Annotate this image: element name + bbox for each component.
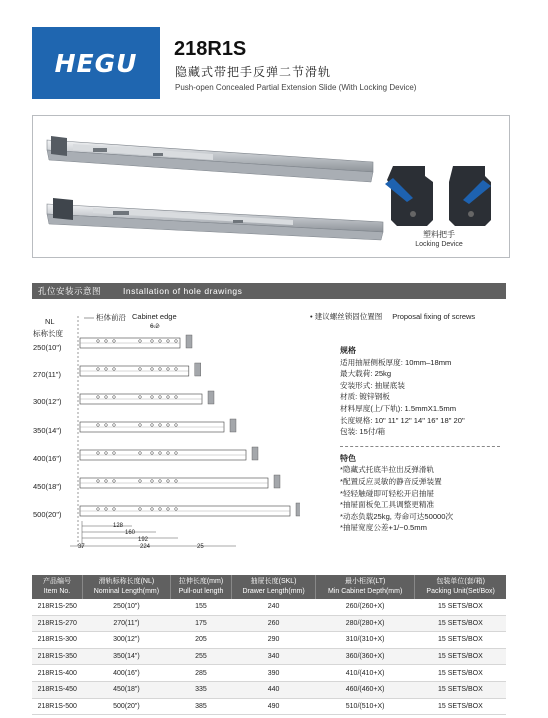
rail-drawing-300: [80, 391, 214, 404]
table-cell: 450(18"): [83, 681, 171, 698]
table-cell: 218R1S-270: [32, 615, 83, 632]
rail-drawing-250: [80, 335, 192, 348]
table-cell: 510/(510+X): [315, 698, 414, 715]
spec-line: 包装: 15付/箱: [340, 427, 386, 437]
spec-line: 材料厚度(上/下轨): 1.5mmX1.5mm: [340, 403, 457, 413]
table-cell: 490: [232, 698, 316, 715]
dim-192: 192: [138, 537, 149, 543]
col-header-cn: 拉伸长度(mm): [178, 578, 224, 585]
nl-label: NL: [45, 317, 55, 326]
table-cell: 175: [170, 615, 231, 632]
locking-device-caption-cn: 塑料把手: [423, 230, 455, 239]
spec-line: 材质: 镀锌钢板: [340, 392, 390, 402]
table-cell: 15 SETS/BOX: [415, 599, 506, 615]
col-header-pull-out: [170, 575, 231, 599]
rail-drawing-400: [80, 447, 258, 460]
model-title: 218R1S: [174, 38, 247, 60]
slide-rail-bottom: [47, 198, 383, 240]
dim-160: 160: [125, 530, 136, 536]
col-header-packing-unit: [415, 575, 506, 599]
table-row: [32, 615, 506, 632]
table-cell: 310/(310+X): [315, 632, 414, 649]
spec-heading: 规格: [340, 346, 356, 355]
table-cell: 360/(360+X): [315, 648, 414, 665]
product-title-en: Push-open Concealed Partial Extension Slide (With Locking Device): [175, 83, 417, 92]
table-cell: 255: [170, 648, 231, 665]
table-cell: 290: [232, 632, 316, 649]
table-cell: 460/(460+X): [315, 681, 414, 698]
table-cell: 15 SETS/BOX: [415, 681, 506, 698]
cabinet-edge-label-en: Cabinet edge: [132, 312, 177, 321]
table-row: [32, 599, 506, 615]
table-cell: 500(20"): [83, 698, 171, 715]
table-cell: 218R1S-450: [32, 681, 83, 698]
table-cell: 15 SETS/BOX: [415, 698, 506, 715]
locking-device-left: [385, 166, 433, 226]
spec-line: 安装形式: 抽屉底装: [340, 380, 405, 390]
rail-drawing-350: [80, 419, 236, 432]
nominal-length-270: 270(11"): [33, 370, 61, 379]
nominal-length-400: 400(16"): [33, 454, 62, 463]
feature-line: *配置反应灵敏的静音反弹装置: [340, 476, 442, 486]
section-title-en: Installation of hole drawings: [123, 286, 243, 296]
table-cell: 285: [170, 665, 231, 682]
col-header-en: Drawer Length(mm): [242, 588, 305, 595]
table-cell: 300(12"): [83, 632, 171, 649]
feature-heading: 特色: [340, 453, 356, 463]
nominal-length-450: 450(18"): [33, 482, 62, 491]
nominal-length-250: 250(10"): [33, 343, 62, 352]
hole-installation-drawing: [70, 316, 300, 552]
dim-25: 25: [197, 544, 204, 550]
table-cell: 250(10"): [83, 599, 171, 615]
col-header-min-cabinet-depth: [315, 575, 414, 599]
brand-logo: [32, 27, 160, 99]
nominal-length-500: 500(20"): [33, 510, 62, 519]
col-header-en: Nominal Length(mm): [93, 588, 160, 595]
table-cell: 390: [232, 665, 316, 682]
screw-fixing-note-cn: • 建议螺丝锁固位置图: [310, 312, 383, 321]
table-cell: 15 SETS/BOX: [415, 615, 506, 632]
col-header-en: Pull-out length: [178, 588, 224, 595]
table-cell: 15 SETS/BOX: [415, 648, 506, 665]
spec-line: 最大载荷: 25kg: [340, 369, 392, 379]
table-row: [32, 632, 506, 649]
feature-line: *抽屉面板免工具调整更精准: [340, 500, 435, 510]
table-cell: 240: [232, 599, 316, 615]
feature-line: *抽屉宽度公差+1/−0.5mm: [340, 523, 427, 533]
table-cell: 218R1S-300: [32, 632, 83, 649]
section-bar: [32, 283, 506, 299]
slide-rail-top: [47, 136, 373, 182]
rail-drawing-450: [80, 475, 280, 488]
col-header-cn: 产品编号: [43, 578, 71, 585]
rail-drawing-500: [80, 503, 300, 516]
spec-line: 适用抽屉侧板厚度: 10mm–18mm: [340, 357, 452, 367]
table-row: [32, 681, 506, 698]
table-row: [32, 648, 506, 665]
table-cell: 218R1S-250: [32, 599, 83, 615]
table-cell: 280/(280+X): [315, 615, 414, 632]
table-header-row: [32, 575, 506, 599]
col-header-cn: 抽屉长度(SKL): [250, 578, 297, 585]
dim-224: 224: [140, 544, 151, 550]
specifications: [340, 345, 520, 534]
col-header-en: Item No.: [43, 588, 71, 595]
table-cell: 218R1S-400: [32, 665, 83, 682]
table-cell: 385: [170, 698, 231, 715]
table-cell: 270(11"): [83, 615, 171, 632]
table-cell: 410/(410+X): [315, 665, 414, 682]
col-header-en: Min Cabinet Depth(mm): [327, 588, 403, 595]
table-row: [32, 665, 506, 682]
locking-device-caption-en: Locking Device: [415, 241, 463, 248]
table-row: [32, 698, 506, 715]
screw-fixing-note-en: Proposal fixing of screws: [392, 312, 476, 321]
col-header-item-no: [32, 575, 83, 599]
table-cell: 155: [170, 599, 231, 615]
col-header-en: Packing Unit(Set/Box): [426, 588, 495, 595]
table-cell: 400(16"): [83, 665, 171, 682]
col-header-cn: 最小柜深(LT): [344, 578, 386, 585]
product-spec-table: [32, 575, 506, 715]
table-cell: 218R1S-350: [32, 648, 83, 665]
col-header-cn: 包装单位(套/箱): [436, 578, 485, 585]
brand-logo-text: HEGU: [54, 48, 138, 78]
feature-line: *动态负载25kg, 寿命可达50000次: [340, 511, 454, 521]
product-title-cn: 隐藏式带把手反弹二节滑轨: [175, 65, 332, 79]
table-cell: 335: [170, 681, 231, 698]
table-cell: 260: [232, 615, 316, 632]
spec-line: 长度规格: 10" 11" 12" 14" 16" 18" 20": [340, 415, 465, 425]
rail-drawing-270: [80, 363, 201, 376]
dim-128: 128: [113, 523, 124, 529]
table-cell: 218R1S-500: [32, 698, 83, 715]
screw-fixing-note: [310, 311, 475, 322]
table-cell: 15 SETS/BOX: [415, 665, 506, 682]
table-cell: 205: [170, 632, 231, 649]
hole-offset-dim: 6.2: [150, 323, 160, 330]
dim-37: 37: [78, 544, 85, 550]
feature-line: *隐藏式托底半拉出反弹滑轨: [340, 465, 435, 475]
table-cell: 350(14"): [83, 648, 171, 665]
col-header-cn: 滑轨标称长度(NL): [98, 578, 155, 585]
table-cell: 440: [232, 681, 316, 698]
section-title-cn: 孔位安装示意图: [38, 286, 102, 296]
table-cell: 15 SETS/BOX: [415, 632, 506, 649]
feature-line: *轻轻触碰即可轻松开启抽屉: [340, 488, 435, 498]
nominal-length-300: 300(12"): [33, 397, 62, 406]
nominal-length-350: 350(14"): [33, 426, 62, 435]
locking-device-right: [449, 166, 491, 226]
col-header-drawer-length: [232, 575, 316, 599]
cabinet-edge-label-cn: 柜体前沿: [96, 313, 126, 322]
col-header-nominal-length: [83, 575, 171, 599]
table-cell: 340: [232, 648, 316, 665]
nominal-length-label: 标称长度: [33, 329, 63, 338]
spec-divider: [340, 446, 500, 447]
table-cell: 260/(260+X): [315, 599, 414, 615]
